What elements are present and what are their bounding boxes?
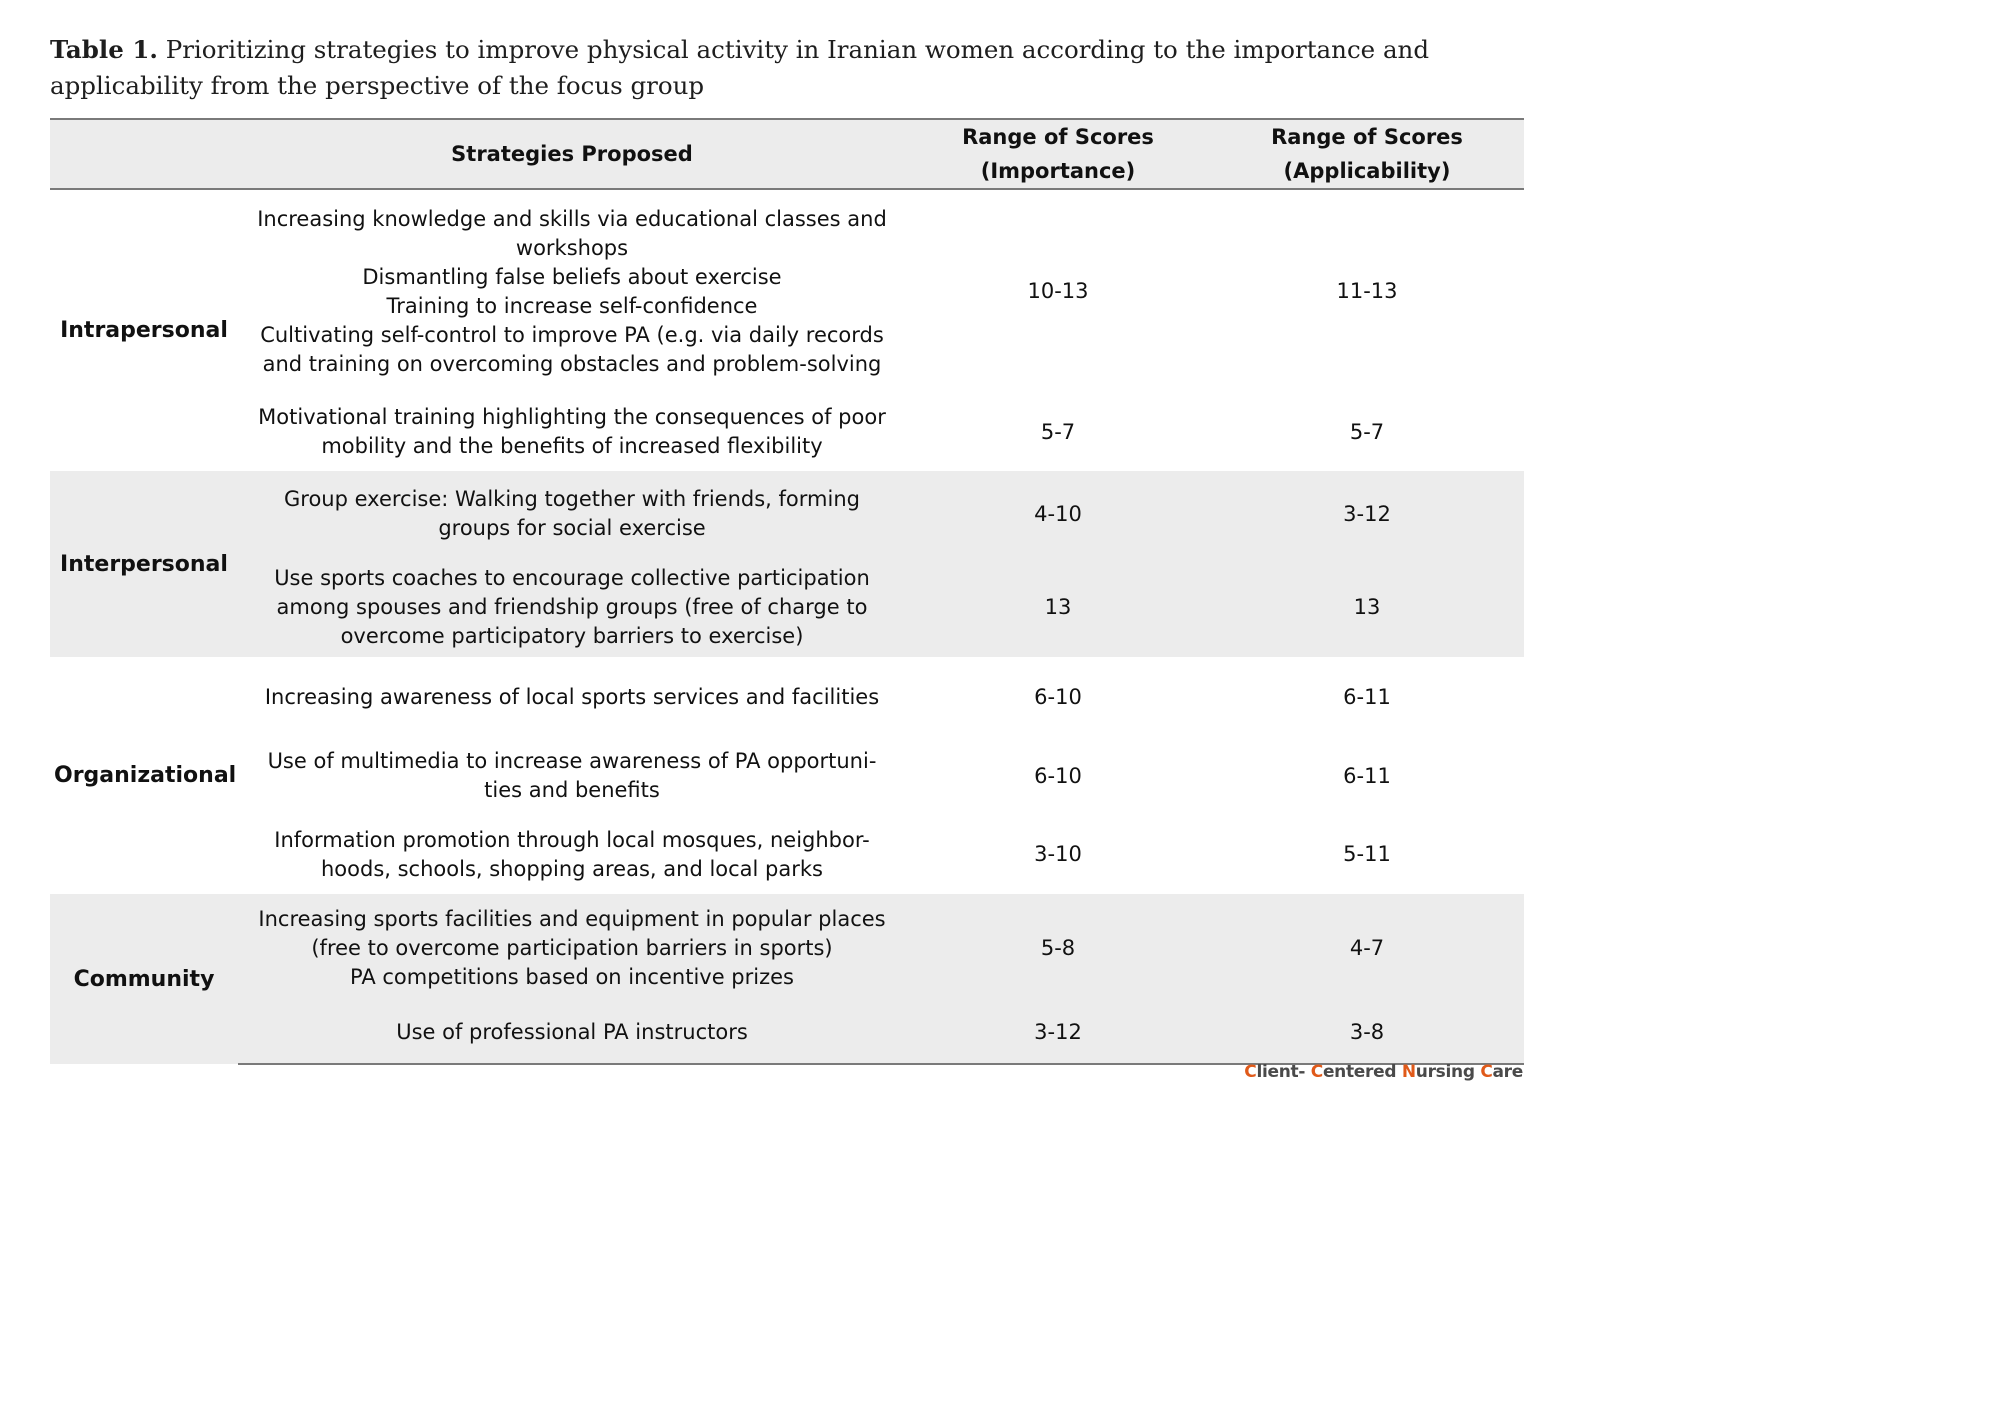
- table-header: [50, 119, 1524, 189]
- strategy-text: Group exercise: Walking together with friends, forming groups for social exercise: [284, 487, 860, 540]
- importance-cell: 13: [906, 557, 1210, 657]
- strategy-text: Use of multimedia to increase awareness of PA opportuni- ties and benefits: [267, 749, 877, 802]
- table-row: [50, 471, 1524, 557]
- strategy-text: Use sports coaches to encourage collective participation among spouses and friendship groups (free of charge to overcome participatory barriers to exercise): [274, 565, 870, 648]
- importance-cell: 3-10: [1034, 842, 1082, 866]
- importance-cell: 5-8: [906, 894, 1210, 1002]
- journal-logo-part: N: [1401, 1062, 1416, 1082]
- journal-logo-part: ursing: [1415, 1062, 1481, 1082]
- table-body: [50, 189, 1524, 1064]
- journal-logo-part: C: [1310, 1062, 1323, 1082]
- table-row: [50, 189, 1524, 393]
- journal-logo-part: C: [1244, 1062, 1257, 1082]
- strategy-text: Motivational training highlighting the consequences of poor mobility and the benefits of increased flexibility: [258, 405, 886, 458]
- strategy-text: Information promotion through local mosques, neighbor- hoods, schools, shopping areas, and local parks: [274, 827, 870, 881]
- applicability-cell: 4-7: [1210, 894, 1524, 1002]
- importance-cell: 3-12: [906, 1002, 1210, 1064]
- applicability-cell: 13: [1210, 557, 1524, 657]
- strategy-text: Use of professional PA instructors: [396, 1020, 748, 1044]
- strategy-text: Increasing awareness of local sports services and facilities: [264, 684, 880, 709]
- journal-logo-part: entered: [1322, 1062, 1402, 1082]
- header-importance: Range of Scores (Importance): [906, 119, 1210, 189]
- table-row: [50, 1002, 1524, 1064]
- strategy-cell: [238, 894, 906, 1002]
- applicability-cell: 3-12: [1210, 471, 1524, 557]
- importance-cell: 5-7: [1040, 419, 1076, 444]
- table-container: [50, 118, 1524, 1065]
- strategy-text: Increasing knowledge and skills via educational classes and workshops Dismantling false beliefs about exercise Training to increase self-confidence Cultivating self-control to improve PA (e.g. via daily records and training on overcoming obstacles and problem-solving: [257, 206, 887, 376]
- applicability-cell: 11-13: [1336, 279, 1398, 303]
- importance-cell: 10-13: [1027, 279, 1089, 303]
- header-row: [50, 119, 1524, 189]
- strategy-cell: [238, 1002, 906, 1064]
- header-strategies: Strategies Proposed: [238, 119, 906, 189]
- table-caption-text: Prioritizing strategies to improve physical activity in Iranian women according to the importance and applicability from the perspective of the focus group: [50, 35, 1430, 100]
- strategy-cell: [238, 471, 906, 557]
- importance-cell: 4-10: [906, 471, 1210, 557]
- table-caption: [50, 32, 1530, 104]
- strategy-cell: [238, 557, 906, 657]
- strategy-cell: [238, 189, 906, 393]
- table-row: [50, 393, 1524, 471]
- strategies-table: [50, 118, 1524, 1065]
- strategy-text: Increasing sports facilities and equipment in popular places (free to overcome participation barriers in sports) PA competitions based on incentive prizes: [258, 906, 886, 989]
- level-cell: Organizational: [54, 763, 237, 788]
- journal-logo-part: lient-: [1256, 1062, 1311, 1082]
- table-row: [50, 557, 1524, 657]
- table-row: [50, 657, 1524, 737]
- applicability-cell: 6-11: [1343, 684, 1391, 709]
- strategy-cell: [238, 393, 906, 471]
- table-row: [50, 894, 1524, 1002]
- importance-cell: 6-10: [1034, 763, 1082, 788]
- journal-logo-part: are: [1492, 1062, 1523, 1082]
- importance-cell: 6-10: [1034, 684, 1082, 709]
- header-applicability: Range of Scores (Applicability): [1210, 119, 1524, 189]
- journal-logo-part: C: [1480, 1062, 1493, 1082]
- applicability-cell: 5-11: [1343, 842, 1391, 866]
- level-cell: Interpersonal: [50, 471, 238, 657]
- header-level: [50, 119, 238, 189]
- applicability-cell: 3-8: [1210, 1002, 1524, 1064]
- table-caption-label: Table 1.: [50, 35, 158, 64]
- strategy-cell: [238, 657, 906, 737]
- strategy-cell: [238, 815, 906, 894]
- table-row: [50, 815, 1524, 894]
- level-cell: Community: [50, 894, 238, 1064]
- level-cell: Intrapersonal: [60, 318, 228, 343]
- applicability-cell: 6-11: [1343, 763, 1391, 788]
- applicability-cell: 5-7: [1349, 419, 1385, 444]
- strategy-cell: [238, 737, 906, 815]
- table-row: [50, 737, 1524, 815]
- journal-logo: [1244, 1062, 1523, 1082]
